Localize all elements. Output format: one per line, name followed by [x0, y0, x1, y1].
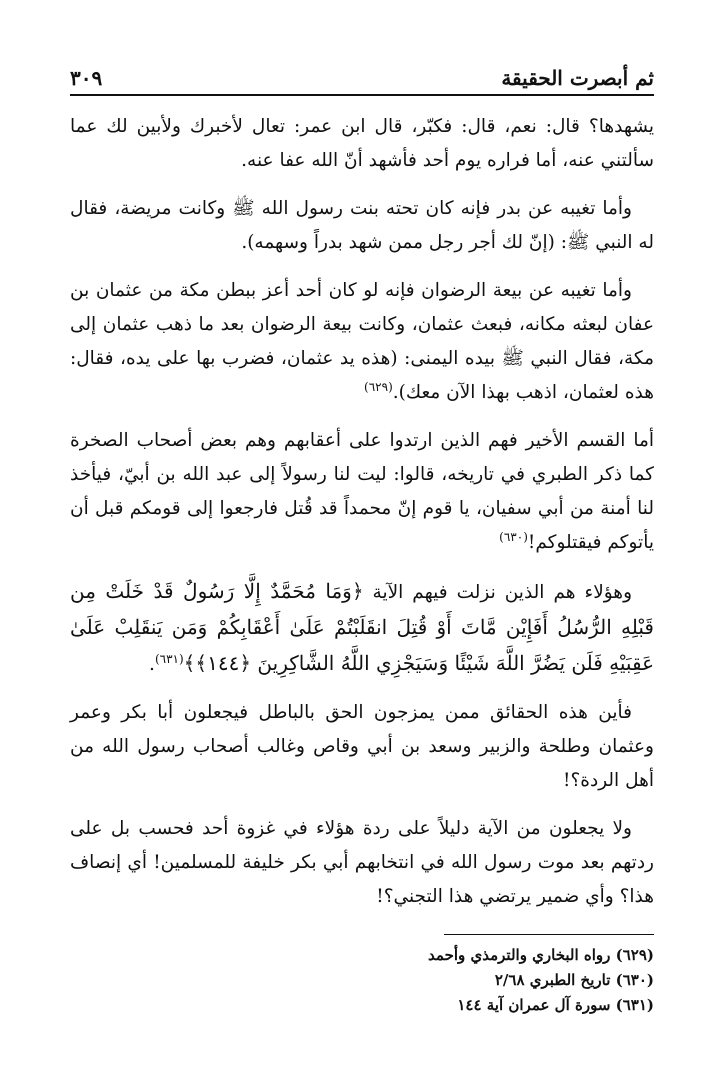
footnotes [70, 943, 654, 1018]
book-page [70, 60, 654, 1038]
footnote-ref-631[interactable]: (٦٣١) [154, 651, 184, 666]
header-rule [70, 94, 654, 96]
page-number: ٣٠٩ [70, 66, 103, 90]
footnote-divider [444, 934, 654, 935]
footnote-631: (٦٣١) سورة آل عمران آية ١٤٤ [457, 996, 654, 1014]
quran-verse: ﴿وَمَا مُحَمَّدٌ إِلَّا رَسُولٌ قَدْ خَلَتْ مِن قَبْلِهِ الرُّسُلُ أَفَإِيْن مَّاتَ أَوْ قُتِلَ انقَلَبْتُمْ عَلَىٰ أَعْقَابِكُمْ وَمَن يَنقَلِبْ عَلَىٰ عَقِبَيْهِ فَلَن يَضُرَّ اللَّهَ شَيْئًا وَسَيَجْزِي اللَّهُ الشَّاكِرِينَ ﴿١٤٤﴾﴾ [70, 579, 654, 675]
footnote-630: (٦٣٠) تاريخ الطبري ٢/٦٨ [494, 971, 654, 989]
paragraph-5: وهؤلاء هم الذين نزلت فيهم الآية ﴿وَمَا مُحَمَّدٌ إِلَّا رَسُولٌ قَدْ خَلَتْ مِن قَبْلِهِ الرُّسُلُ أَفَإِيْن مَّاتَ أَوْ قُتِلَ انقَلَبْتُمْ عَلَىٰ أَعْقَابِكُمْ وَمَن يَنقَلِبْ عَلَىٰ عَقِبَيْهِ فَلَن يَضُرَّ اللَّهَ شَيْئًا وَسَيَجْزِي اللَّهُ الشَّاكِرِينَ ﴿١٤٤﴾﴾$^{(٦٣١)}$. [70, 579, 654, 675]
footnote-ref-630[interactable]: (٦٣٠) [499, 529, 528, 544]
paragraph-6: فأين هذه الحقائق ممن يمزجون الحق بالباطل فيجعلون أبا بكر وعمر وعثمان وطلحة والزبير وسعد بن أبي وقاص وغالب أصحاب رسول الله من أهل الردة؟! [70, 702, 654, 791]
paragraph-2: وأما تغيبه عن بدر فإنه كان تحته بنت رسول الله ﷺ وكانت مريضة، فقال له النبي ﷺ: (إنّ لك أجر رجل ممن شهد بدراً وسهمه). [70, 198, 654, 253]
body-text [70, 110, 654, 914]
paragraph-1: يشهدها؟ قال: نعم، قال: فكبّر، قال ابن عمر: تعال لأخبرك ولأبين لك عما سألتني عنه، أما فراره يوم أحد فأشهد أنّ الله عفا عنه. [70, 116, 654, 171]
paragraph-4: أما القسم الأخير فهم الذين ارتدوا على أعقابهم وهم بعض أصحاب الصخرة كما ذكر الطبري في تاريخه، قالوا: ليت لنا رسولاً إلى عبد الله بن أبيّ، فيأخذ لنا أمنة من أبي سفيان، يا قوم إنّ محمداً قد قُتل فارجعوا إلى قومكم قبل أن يأتوكم فيقتلوكم!$^{(٦٣٠)}$ [70, 430, 654, 553]
footnote-629: (٦٢٩) رواه البخاري والترمذي وأحمد [428, 946, 654, 964]
paragraph-7: ولا يجعلون من الآية دليلاً على ردة هؤلاء في غزوة أحد فحسب بل على ردتهم بعد موت رسول الله في انتخابهم أبي بكر خليفة للمسلمين! أي إنصاف هذا؟ وأي ضمير يرتضي هذا التجني؟! [70, 818, 654, 907]
running-title: ثم أبصرت الحقيقة [501, 66, 654, 90]
page-header [70, 60, 654, 90]
footnote-ref-629[interactable]: (٦٢٩) [364, 379, 393, 394]
paragraph-3: وأما تغيبه عن بيعة الرضوان فإنه لو كان أحد أعز ببطن مكة من عثمان بن عفان لبعثه مكانه، فبعث عثمان، وكانت بيعة الرضوان بعد ما ذهب عثمان إلى مكة، فقال النبي ﷺ بيده اليمنى: (هذه يد عثمان، فضرب بها على يده، فقال: هذه لعثمان، اذهب بهذا الآن معك).$^{(٦٢٩)}$ [70, 280, 654, 403]
